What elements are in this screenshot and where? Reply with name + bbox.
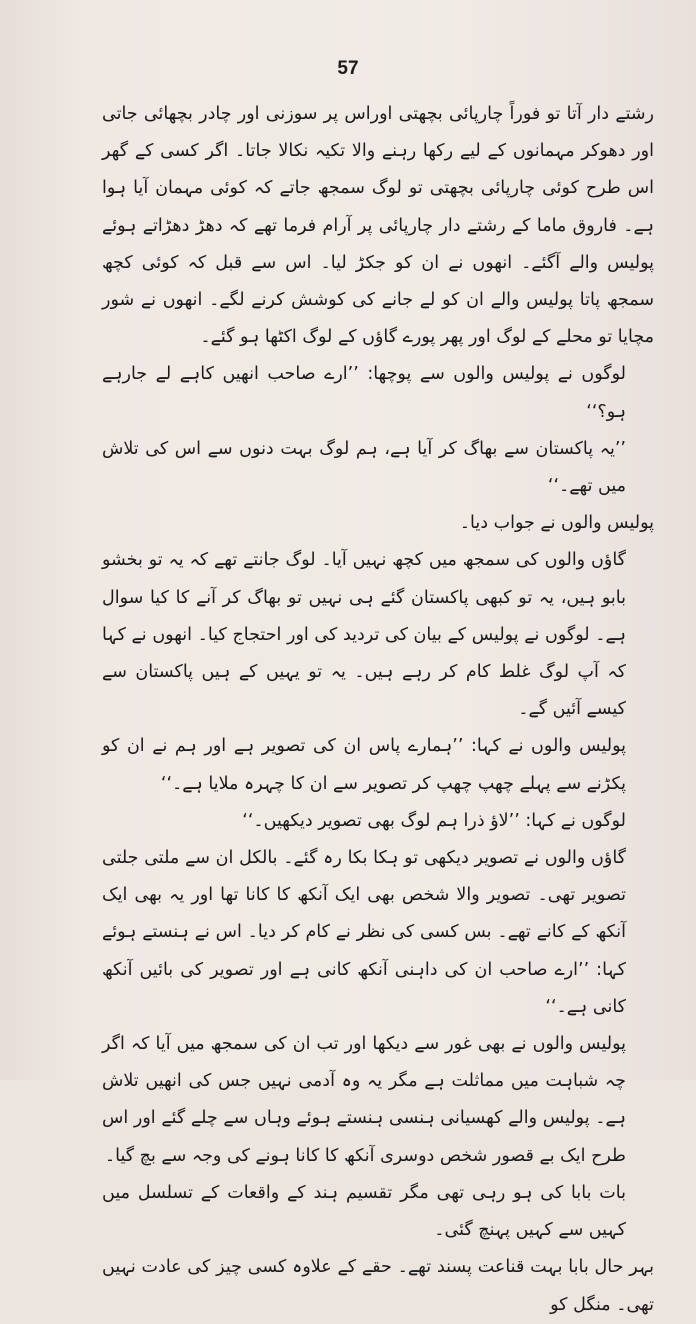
- paragraph: گاؤں والوں نے تصویر دیکھی تو ہکا بکا رہ گئے۔ بالکل ان سے ملتی جلتی تصویر تھی۔ تصویر والا شخص بھی ایک آنکھ کا کانا تھا اور یہ بھی ایک آنکھ کے کانے تھے۔ بس کسی کی نظر نے کام کر دیا۔ اس نے ہنستے ہوئے کہا: ’’ارے صاحب ان کی داہنی آنکھ کانی ہے اور تصویر کی بائیں آنکھ کانی ہے۔‘‘: [102, 848, 626, 1017]
- body-text: [102, 96, 654, 1324]
- paragraph: پولیس والوں نے کہا: ’’ہمارے پاس ان کی تصویر ہے اور ہم نے ان کو پکڑنے سے پہلے چھپ چھپ کر تصویر سے ان کا چہرہ ملایا ہے۔‘‘: [102, 736, 626, 794]
- paragraph: پولیس والوں نے بھی غور سے دیکھا اور تب ان کی سمجھ میں آیا کہ اگر چہ شباہت میں مماثلت ہے مگر یہ وہ آدمی نہیں جس کی انھیں تلاش ہے۔ پولیس والے کھسیانی ہنسی ہنستے ہوئے وہاں سے چلے گئے اور اس طرح ایک بے قصور شخص دوسری آنکھ کا کانا ہونے کی وجہ سے بچ گیا۔: [102, 1034, 626, 1166]
- paragraph: لوگوں نے پولیس والوں سے پوچھا: ’’ارے صاحب انھیں کاہے لے جارہے ہو؟‘‘: [102, 364, 626, 422]
- paragraph: گاؤں والوں کی سمجھ میں کچھ نہیں آیا۔ لوگ جانتے تھے کہ یہ تو بخشو بابو ہیں، یہ تو کبھی پاکستان گئے ہی نہیں تو بھاگ کر آنے کا کیا سوال ہے۔ لوگوں نے پولیس کے بیان کی تردید کی اور احتجاج کیا۔ انھوں نے کہا کہ آپ لوگ غلط کام کر رہے ہیں۔ یہ تو یہیں کے ہیں پاکستان سے کیسے آئیں گے۔: [102, 550, 626, 720]
- paragraph: بہر حال بابا بہت قناعت پسند تھے۔ حقے کے علاوہ کسی چیز کی عادت نہیں تھی۔ منگل کو: [102, 1257, 654, 1315]
- paragraph: رشتے دار آتا تو فوراً چارپائی بچھتی اوراس پر سوزنی اور چادر بچھائی جاتی اور دھوکر مہمانوں کے لیے رکھا رہنے والا تکیہ نکالا جاتا۔ اگر کسی کے گھر اس طرح کوئی چارپائی بچھتی تو لوگ سمجھ جاتے کہ کوئی مہمان آیا ہوا ہے۔ فاروق ماما کے رشتے دار چارپائی پر آرام فرما تھے کہ دھڑ دھڑاتے ہوئے پولیس والے آگئے۔ انھوں نے ان کو جکڑ لیا۔ اس سے قبل کہ کوئی کچھ سمجھ پاتا پولیس والے ان کو لے جانے کی کوشش کرنے لگے۔ انھوں نے شور مچایا تو محلے کے لوگ اور پھر پورے گاؤں کے لوگ اکٹھا ہو گئے۔: [102, 104, 654, 348]
- page-number: 57: [337, 58, 359, 79]
- paragraph: لوگوں نے کہا: ’’لاؤ ذرا ہم لوگ بھی تصویر دیکھیں۔‘‘: [242, 810, 626, 831]
- paragraph: بات بابا کی ہو رہی تھی مگر تقسیم ہند کے واقعات کے تسلسل میں کہیں سے کہیں پہنچ گئی۔: [102, 1182, 626, 1241]
- paragraph: پولیس والوں نے جواب دیا۔: [459, 513, 654, 534]
- paragraph: ’’یہ پاکستان سے بھاگ کر آیا ہے، ہم لوگ بہت دنوں سے اس کی تلاش میں تھے۔‘‘: [102, 438, 626, 497]
